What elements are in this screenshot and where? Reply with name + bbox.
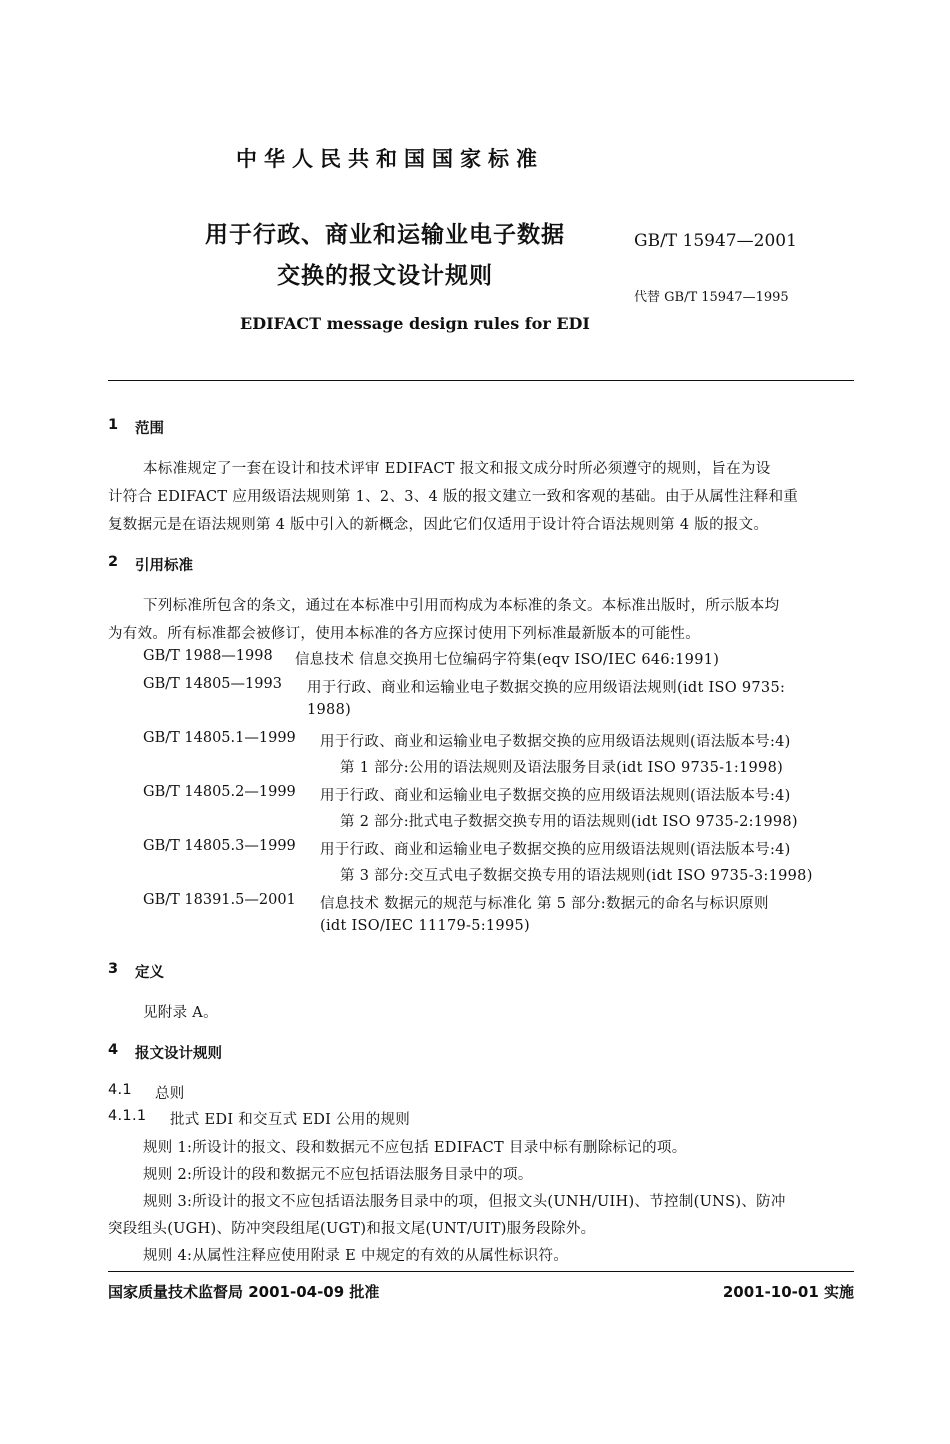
section-3-number: 3 <box>108 961 119 977</box>
section-1-line: 计符合 EDIFACT 应用级语法规则第 1、2、3、4 版的报文建立一致和客观的基础。由于从属性注释和重 <box>108 489 799 505</box>
reference-title-continued: 第 2 部分:批式电子数据交换专用的语法规则(idt ISO 9735-2:1998) <box>340 814 798 830</box>
reference-code: GB/T 14805.1—1999 <box>143 730 296 746</box>
national-standard-title: 中华人民共和国国家标准 <box>236 147 544 171</box>
section-1-line: 本标准规定了一套在设计和技术评审 EDIFACT 报文和报文成分时所必须遵守的规则，旨在为设 <box>143 461 771 477</box>
section-1-line: 复数据元是在语法规则第 4 版中引入的新概念，因此它们仅适用于设计符合语法规则第 4 版的报文。 <box>108 517 769 533</box>
reference-title-continued: 第 3 部分:交互式电子数据交换专用的语法规则(idt ISO 9735-3:1998) <box>340 868 813 884</box>
section-3-title: 定义 <box>135 965 164 981</box>
replaces-standard: 代替 GB/T 15947—1995 <box>634 290 789 305</box>
section-4-number: 4 <box>108 1042 119 1058</box>
reference-code: GB/T 14805—1993 <box>143 676 282 692</box>
reference-title: 用于行政、商业和运输业电子数据交换的应用级语法规则(语法版本号:4) <box>320 788 791 804</box>
subsection-4-1-1-title: 批式 EDI 和交互式 EDI 公用的规则 <box>170 1112 411 1128</box>
section-2-number: 2 <box>108 554 119 570</box>
implementation-date: 2001-10-01 实施 <box>722 1283 854 1301</box>
document-title-line-1: 用于行政、商业和运输业电子数据 <box>205 222 565 248</box>
reference-title-continued: 1988) <box>307 702 352 718</box>
rule-line: 规则 2:所设计的段和数据元不应包括语法服务目录中的项。 <box>143 1167 533 1183</box>
footer-divider <box>108 1271 854 1272</box>
reference-title-continued: (idt ISO/IEC 11179-5:1995) <box>320 918 530 934</box>
section-2-line: 为有效。所有标准都会被修订，使用本标准的各方应探讨使用下列标准最新版本的可能性。 <box>108 626 700 642</box>
reference-title: 用于行政、商业和运输业电子数据交换的应用级语法规则(idt ISO 9735: <box>307 680 786 696</box>
reference-title: 信息技术 数据元的规范与标准化 第 5 部分:数据元的命名与标识原则 <box>320 896 769 912</box>
rule-line: 规则 1:所设计的报文、段和数据元不应包括 EDIFACT 目录中标有删除标记的项。 <box>143 1140 687 1156</box>
rule-line: 规则 4:从属性注释应使用附录 E 中规定的有效的从属性标识符。 <box>143 1248 569 1264</box>
reference-title: 用于行政、商业和运输业电子数据交换的应用级语法规则(语法版本号:4) <box>320 842 791 858</box>
standard-code: GB/T 15947—2001 <box>634 231 797 251</box>
english-title: EDIFACT message design rules for EDI <box>240 314 590 333</box>
document-title-line-2: 交换的报文设计规则 <box>277 263 493 289</box>
section-1-number: 1 <box>108 417 119 433</box>
rule-line: 突段组头(UGH)、防冲突段组尾(UGT)和报文尾(UNT/UIT)服务段除外。 <box>108 1221 596 1237</box>
subsection-4-1-title: 总则 <box>155 1086 185 1102</box>
section-4-title: 报文设计规则 <box>135 1046 222 1062</box>
subsection-4-1-1-number: 4.1.1 <box>108 1108 147 1124</box>
reference-code: GB/T 14805.3—1999 <box>143 838 296 854</box>
section-2-title: 引用标准 <box>135 558 193 574</box>
reference-title-continued: 第 1 部分:公用的语法规则及语法服务目录(idt ISO 9735-1:1998) <box>340 760 784 776</box>
subsection-4-1-number: 4.1 <box>108 1082 132 1098</box>
rule-line: 规则 3:所设计的报文不应包括语法服务目录中的项，但报文头(UNH/UIH)、节控制(UNS)、防冲 <box>143 1194 786 1210</box>
header-divider <box>108 380 854 381</box>
reference-code: GB/T 18391.5—2001 <box>143 892 296 908</box>
reference-code: GB/T 1988—1998 <box>143 648 273 664</box>
reference-code: GB/T 14805.2—1999 <box>143 784 296 800</box>
reference-title: 信息技术 信息交换用七位编码字符集(eqv ISO/IEC 646:1991) <box>295 652 720 668</box>
approval-note: 国家质量技术监督局 2001-04-09 批准 <box>108 1283 380 1301</box>
section-1-title: 范围 <box>135 421 164 437</box>
reference-title: 用于行政、商业和运输业电子数据交换的应用级语法规则(语法版本号:4) <box>320 734 791 750</box>
section-3-text: 见附录 A。 <box>143 1005 218 1021</box>
section-2-line: 下列标准所包含的条文，通过在本标准中引用而构成为本标准的条文。本标准出版时，所示版本均 <box>143 598 780 614</box>
